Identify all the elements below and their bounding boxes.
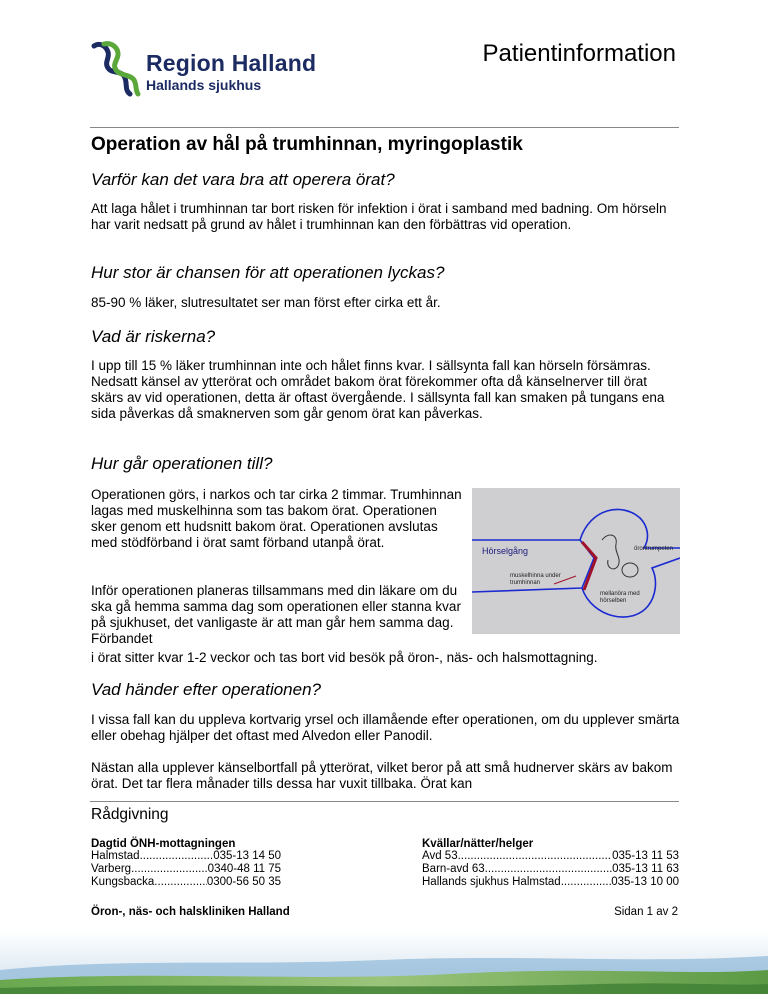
contact-phone: 0340-48 11 75 — [207, 863, 281, 875]
contact-row — [422, 863, 679, 876]
ear-diagram — [472, 488, 680, 634]
figure-label-graft: muskelhinna under trumhinnan — [510, 573, 561, 586]
evening-contacts — [422, 838, 679, 889]
contact-phone: 0300-56 50 35 — [206, 876, 281, 888]
contact-place: Avd 53 — [422, 850, 458, 862]
contact-row — [91, 850, 281, 863]
section-paragraph: I vissa fall kan du uppleva kortvarig yrsel och illamående efter operationen, om du upplever smärta eller obehag hjälper det oftast med Alvedon eller Panodil. — [91, 712, 680, 743]
halland-map-icon — [90, 40, 144, 98]
section-paragraph: i örat sitter kvar 1-2 veckor och tas bort vid besök på öron-, näs- och halsmottagning. — [91, 650, 598, 665]
section-heading: Hur går operationen till? — [91, 454, 273, 473]
section-heading: Varför kan det vara bra att operera örat? — [91, 170, 395, 189]
contact-phone: 035-13 14 50 — [213, 850, 281, 862]
contact-phone: 035-13 11 63 — [612, 863, 679, 875]
contact-place: Kungsbacka — [91, 876, 155, 888]
footer-clinic: Öron-, näs- och halskliniken Halland — [91, 906, 290, 918]
contact-place: Halmstad — [91, 850, 140, 862]
section-heading: Hur stor är chansen för att operationen lyckas? — [91, 263, 445, 282]
section-paragraph: Inför operationen planeras tillsammans med din läkare om du ska gå hemma samma dag som operationen eller stanna kvar på sjukhuset, det vanligaste är att man går hem samma dag. Förbandet — [91, 583, 461, 646]
document-type: Patientinformation — [482, 40, 676, 67]
contact-row — [422, 876, 679, 889]
section-paragraph: Nästan alla upplever känselbortfall på ytterörat, vilket beror på att små hudnerver skärs av bakom örat. Det tar flera månader tills dessa har vuxit tillbaka. Örat kan — [91, 760, 673, 791]
section-paragraph: Operationen görs, i narkos och tar cirka 2 timmar. Trumhinnan lagas med muskelhinna som tas bakom örat. Operationen sker genom ett hudsnitt bakom örat. Operationen avslutas med stödförband i örat samt förband utanpå örat. — [91, 487, 462, 550]
region-halland-logo — [90, 40, 330, 100]
page-number: Sidan 1 av 2 — [614, 906, 678, 918]
contact-row — [422, 850, 679, 863]
figure-label-tube: örontrumpeten — [634, 546, 674, 552]
figure-label-canal: Hörselgång — [482, 546, 529, 556]
org-name: Region Halland — [146, 50, 317, 76]
section-paragraph: Att laga hålet i trumhinnan tar bort risken för infektion i örat i samband med badning. Om hörseln har varit nedsatt på grund av hålet i trumhinnan kan den förbättras vid operation. — [91, 201, 667, 232]
document-title: Operation av hål på trumhinnan, myringoplastik — [91, 134, 523, 155]
day-contacts-title: Dagtid ÖNH-mottagningen — [91, 838, 236, 850]
section-heading: Vad är riskerna? — [91, 327, 216, 346]
contact-phone: 035-13 11 53 — [612, 850, 679, 862]
evening-contacts-title: Kvällar/nätter/helger — [422, 838, 534, 850]
contact-place: Hallands sjukhus Halmstad — [422, 876, 561, 888]
ear-anatomy-drawing — [472, 488, 680, 634]
contacts-heading: Rådgivning — [91, 806, 169, 823]
contact-place: Varberg — [91, 863, 132, 875]
contacts-divider — [90, 801, 679, 802]
org-subtitle: Hallands sjukhus — [146, 77, 262, 93]
contact-row — [91, 863, 281, 876]
section-paragraph: 85-90 % läker, slutresultatet ser man först efter cirka ett år. — [91, 295, 441, 310]
header-divider — [90, 127, 679, 128]
section-heading: Vad händer efter operationen? — [91, 680, 321, 699]
figure-label-middle-ear: mellanöra med hörselben — [600, 591, 640, 604]
day-contacts — [91, 838, 281, 889]
section-paragraph: I upp till 15 % läker trumhinnan inte och hålet finns kvar. I sällsynta fall kan hörseln försämras. Nedsatt känsel av ytterörat och området bakom örat förekommer ofta då känselnerver till örat skärs av vid operationen, detta är oftast övergående. I sällsynta fall kan smaken på tungans ena sida påverkas då smaknerven som går genom örat kan påverkas. — [91, 358, 665, 421]
contact-phone: 035-13 10 00 — [611, 876, 679, 888]
contact-place: Barn-avd 63 — [422, 863, 485, 875]
contact-row — [91, 876, 281, 889]
landscape-decoration — [0, 930, 768, 994]
